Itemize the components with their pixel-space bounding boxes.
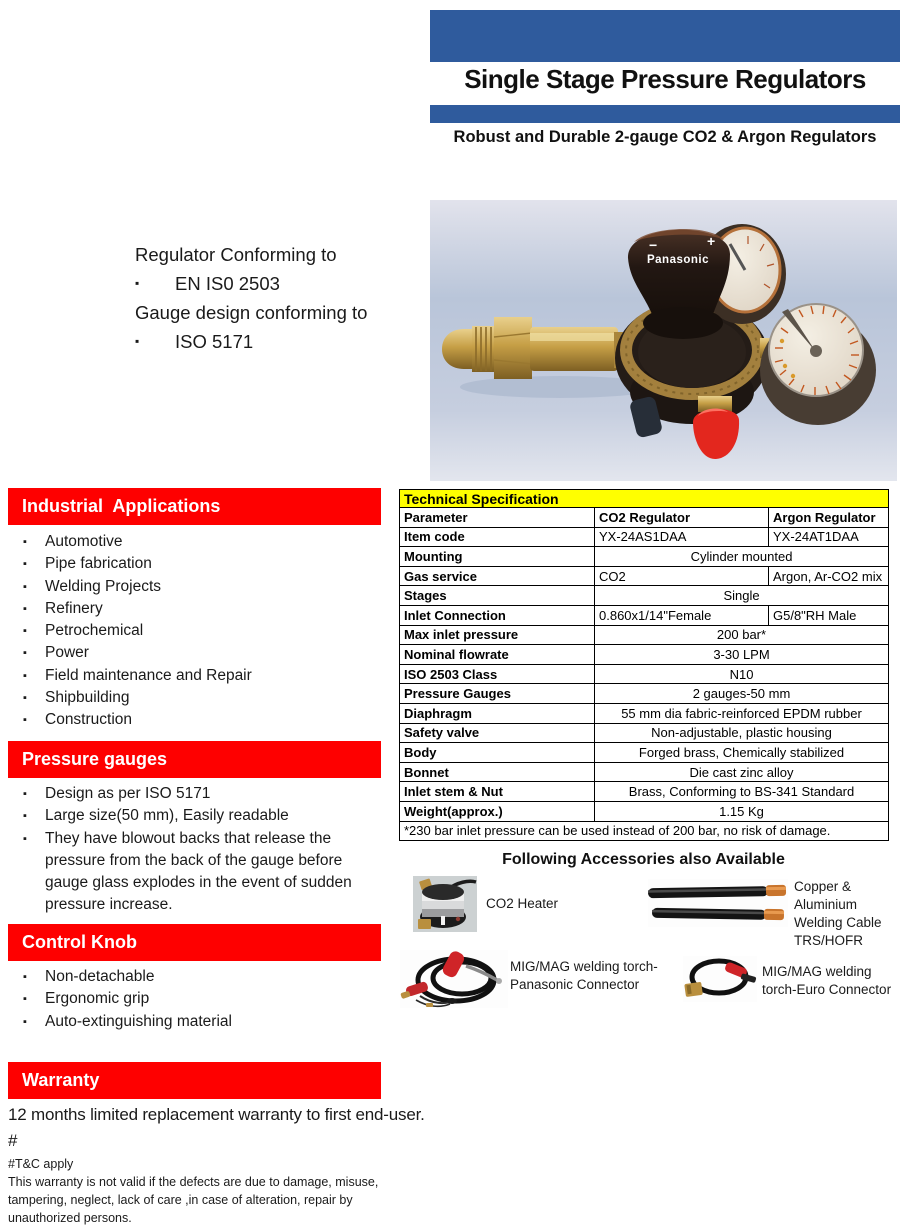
bullet-item: ▪ Ergonomic grip bbox=[23, 988, 373, 1010]
spec-col-parameter: Parameter bbox=[400, 508, 595, 528]
section-header-warranty: Warranty bbox=[8, 1062, 381, 1099]
page-title: Single Stage Pressure Regulators bbox=[464, 64, 866, 94]
spec-value-both: Forged brass, Chemically stabilized bbox=[595, 743, 889, 763]
spec-value-both: 55 mm dia fabric-reinforced EPDM rubber bbox=[595, 703, 889, 723]
accessory-label-torch-panasonic: MIG/MAG welding torch- Panasonic Connector bbox=[510, 959, 658, 992]
spec-header-row bbox=[400, 508, 889, 528]
bullet-item: ▪ Shipbuilding bbox=[23, 687, 373, 709]
conformance-line-2: Gauge design conforming to bbox=[135, 302, 368, 323]
spec-row bbox=[400, 801, 889, 821]
spec-param-label: Stages bbox=[400, 586, 595, 606]
control-knob bbox=[628, 229, 730, 339]
spec-row bbox=[400, 762, 889, 782]
control-knob-list bbox=[23, 966, 373, 1033]
spec-value-both: Single bbox=[595, 586, 889, 606]
spec-value-co2: 0.860x1/14"Female bbox=[595, 605, 769, 625]
bullet-item: ▪ Construction bbox=[23, 709, 373, 731]
section-header-pressure-gauges: Pressure gauges bbox=[8, 741, 381, 778]
spec-row bbox=[400, 723, 889, 743]
spec-value-both: 200 bar* bbox=[595, 625, 889, 645]
bullet-item: ▪ They have blowout backs that release the pressure from the back of the gauge before gauge glass explodes in the event of sudden pressure increase. bbox=[23, 828, 369, 917]
technical-specification-table bbox=[399, 489, 889, 841]
accessory-label-welding-cable: Copper & Aluminium Welding Cable TRS/HOFR bbox=[794, 879, 882, 948]
bullet-item: ▪ Refinery bbox=[23, 598, 373, 620]
bullet-item: ▪ Auto-extinguishing material bbox=[23, 1011, 373, 1033]
knob-brand-label: Panasonic bbox=[646, 254, 710, 266]
conformance-block bbox=[135, 240, 455, 356]
accessory-label-co2-heater: CO2 Heater bbox=[486, 896, 559, 911]
spec-footnote: *230 bar inlet pressure can be used instead of 200 bar, no risk of damage. bbox=[400, 821, 889, 841]
spec-param-label: Gas service bbox=[400, 566, 595, 586]
spec-param-label: Nominal flowrate bbox=[400, 645, 595, 665]
spec-row bbox=[400, 684, 889, 704]
bullet-item: ▪ Welding Projects bbox=[23, 576, 373, 598]
spec-table-title: Technical Specification bbox=[400, 490, 889, 508]
bullet-item: ▪ Non-detachable bbox=[23, 966, 373, 988]
knob-plus-mark: + bbox=[707, 233, 716, 249]
industrial-applications-list bbox=[23, 531, 373, 732]
spec-row bbox=[400, 782, 889, 802]
warranty-tc-text: #T&C apply bbox=[8, 1157, 74, 1171]
spec-row bbox=[400, 645, 889, 665]
warranty-block bbox=[8, 1102, 432, 1227]
spec-param-label: Inlet Connection bbox=[400, 605, 595, 625]
section-header-industrial-applications: Industrial Applications bbox=[8, 488, 381, 525]
bullet-item: ▪ Petrochemical bbox=[23, 620, 373, 642]
spec-value-both: Cylinder mounted bbox=[595, 547, 889, 567]
accessories-heading: Following Accessories also Available bbox=[502, 851, 785, 868]
spec-row bbox=[400, 743, 889, 763]
spec-value-both: Die cast zinc alloy bbox=[595, 762, 889, 782]
spec-value-both: Non-adjustable, plastic housing bbox=[595, 723, 889, 743]
bullet-item: ▪ Design as per ISO 5171 bbox=[23, 783, 369, 805]
spec-col-co2: CO2 Regulator bbox=[595, 508, 769, 528]
spec-value-argon: G5/8"RH Male bbox=[769, 605, 889, 625]
spec-param-label: Max inlet pressure bbox=[400, 625, 595, 645]
bullet-item: ▪ Automotive bbox=[23, 531, 373, 553]
spec-col-argon: Argon Regulator bbox=[769, 508, 889, 528]
spec-row bbox=[400, 625, 889, 645]
spec-value-co2: YX-24AS1DAA bbox=[595, 527, 769, 547]
bullet-item: ▪ Pipe fabrication bbox=[23, 553, 373, 575]
spec-row bbox=[400, 566, 889, 586]
pressure-gauges-list bbox=[23, 783, 369, 917]
spec-param-label: Item code bbox=[400, 527, 595, 547]
bullet-item: ▪ Field maintenance and Repair bbox=[23, 665, 373, 687]
conformance-item-1: ▪ EN IS0 2503 bbox=[135, 269, 455, 298]
spec-param-label: Inlet stem & Nut bbox=[400, 782, 595, 802]
torch-euro-image bbox=[683, 956, 757, 1002]
warranty-main-text: 12 months limited replacement warranty to first end-user. # bbox=[8, 1105, 425, 1150]
spec-param-label: Body bbox=[400, 743, 595, 763]
co2-heater-image bbox=[413, 876, 477, 932]
conformance-item-2: ▪ ISO 5171 bbox=[135, 327, 455, 356]
accessory-label-torch-euro: MIG/MAG welding torch-Euro Connector bbox=[762, 964, 892, 997]
spec-param-label: Pressure Gauges bbox=[400, 684, 595, 704]
spec-value-both: 1.15 Kg bbox=[595, 801, 889, 821]
spec-row bbox=[400, 527, 889, 547]
bullet-item: ▪ Power bbox=[23, 642, 373, 664]
bullet-item: ▪ Large size(50 mm), Easily readable bbox=[23, 805, 369, 827]
spec-row bbox=[400, 605, 889, 625]
spec-param-label: Safety valve bbox=[400, 723, 595, 743]
spec-param-label: Mounting bbox=[400, 547, 595, 567]
spec-param-label: Diaphragm bbox=[400, 703, 595, 723]
spec-value-both: 2 gauges-50 mm bbox=[595, 684, 889, 704]
page-subtitle: Robust and Durable 2-gauge CO2 & Argon Regulators bbox=[453, 128, 877, 146]
spec-row bbox=[400, 703, 889, 723]
section-header-control-knob: Control Knob bbox=[8, 924, 381, 961]
warranty-note-text: This warranty is not valid if the defects are due to damage, misuse, tampering, neglect, lack of care ,in case of alteration, repair by unauthorized persons. bbox=[8, 1175, 379, 1225]
spec-row bbox=[400, 547, 889, 567]
spec-value-argon: Argon, Ar-CO2 mix bbox=[769, 566, 889, 586]
spec-value-both: Brass, Conforming to BS-341 Standard bbox=[595, 782, 889, 802]
spec-param-label: ISO 2503 Class bbox=[400, 664, 595, 684]
spec-row bbox=[400, 664, 889, 684]
welding-cable-image bbox=[648, 879, 788, 927]
spec-row bbox=[400, 586, 889, 606]
spec-value-both: 3-30 LPM bbox=[595, 645, 889, 665]
spec-param-label: Weight(approx.) bbox=[400, 801, 595, 821]
regulator-product-photo bbox=[430, 200, 897, 481]
spec-value-co2: CO2 bbox=[595, 566, 769, 586]
spec-value-both: N10 bbox=[595, 664, 889, 684]
spec-param-label: Bonnet bbox=[400, 762, 595, 782]
torch-panasonic-image bbox=[400, 950, 508, 1008]
knob-minus-mark: − bbox=[649, 237, 658, 253]
spec-value-argon: YX-24AT1DAA bbox=[769, 527, 889, 547]
conformance-line-1: Regulator Conforming to bbox=[135, 244, 337, 265]
header-blue-bar-top bbox=[430, 10, 900, 62]
header-blue-bar-bottom bbox=[430, 105, 900, 123]
